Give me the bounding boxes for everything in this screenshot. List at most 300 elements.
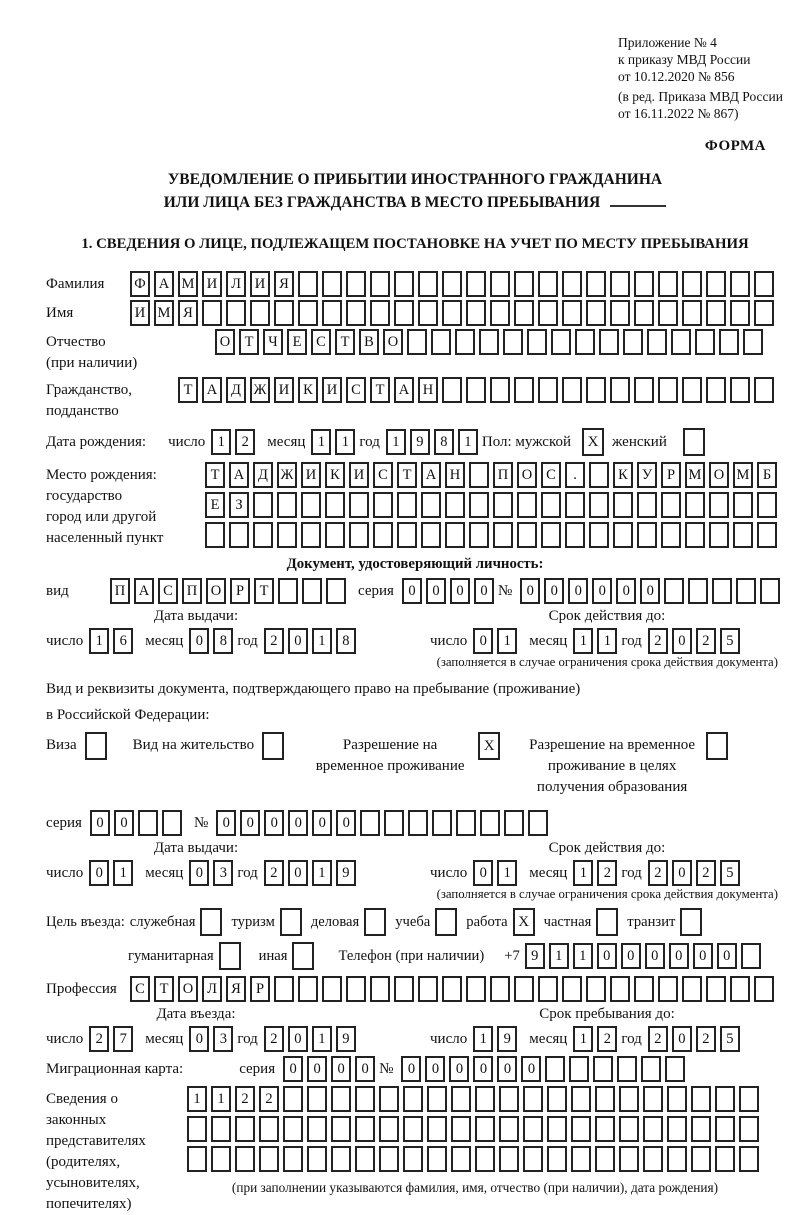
char-box[interactable]: 0 <box>307 1056 327 1082</box>
char-box[interactable]: 0 <box>426 578 446 604</box>
char-box[interactable] <box>634 976 654 1002</box>
char-box[interactable] <box>301 522 321 548</box>
char-box[interactable]: 1 <box>497 628 517 654</box>
residence-issue-day-boxes[interactable] <box>89 860 137 886</box>
char-box[interactable]: 0 <box>288 810 308 836</box>
char-box[interactable]: 0 <box>473 1056 493 1082</box>
char-box[interactable] <box>643 1146 663 1172</box>
char-box[interactable]: 0 <box>189 628 209 654</box>
birth-place-row1-boxes[interactable] <box>205 462 781 488</box>
char-box[interactable]: 0 <box>520 578 540 604</box>
char-box[interactable] <box>665 1056 685 1082</box>
char-box[interactable] <box>442 300 462 326</box>
char-box[interactable]: А <box>394 377 414 403</box>
char-box[interactable] <box>754 976 774 1002</box>
char-box[interactable]: О <box>709 462 729 488</box>
char-box[interactable]: 0 <box>114 810 134 836</box>
char-box[interactable]: О <box>215 329 235 355</box>
char-box[interactable]: Р <box>250 976 270 1002</box>
residence-issue-month-boxes[interactable] <box>189 860 237 886</box>
char-box[interactable] <box>709 522 729 548</box>
char-box[interactable]: 2 <box>597 860 617 886</box>
char-box[interactable] <box>619 1086 639 1112</box>
char-box[interactable]: 0 <box>355 1056 375 1082</box>
char-box[interactable] <box>613 492 633 518</box>
char-box[interactable] <box>504 810 524 836</box>
char-box[interactable] <box>527 329 547 355</box>
purpose-private-checkbox[interactable] <box>596 908 618 936</box>
char-box[interactable]: Д <box>226 377 246 403</box>
char-box[interactable] <box>595 1146 615 1172</box>
char-box[interactable] <box>499 1146 519 1172</box>
char-box[interactable] <box>235 1116 255 1142</box>
char-box[interactable]: 0 <box>288 860 308 886</box>
char-box[interactable]: 0 <box>544 578 564 604</box>
char-box[interactable]: 1 <box>573 860 593 886</box>
char-box[interactable]: О <box>517 462 537 488</box>
char-box[interactable] <box>739 1086 759 1112</box>
residence-series-boxes[interactable] <box>90 810 186 836</box>
char-box[interactable]: Т <box>335 329 355 355</box>
char-box[interactable]: 2 <box>235 1086 255 1112</box>
char-box[interactable] <box>741 943 761 969</box>
char-box[interactable] <box>571 1116 591 1142</box>
char-box[interactable]: М <box>733 462 753 488</box>
char-box[interactable] <box>418 976 438 1002</box>
purpose-official-checkbox[interactable] <box>200 908 222 936</box>
char-box[interactable]: Е <box>287 329 307 355</box>
char-box[interactable] <box>634 377 654 403</box>
char-box[interactable]: 1 <box>89 628 109 654</box>
char-box[interactable]: 0 <box>568 578 588 604</box>
char-box[interactable] <box>307 1116 327 1142</box>
char-box[interactable] <box>370 976 390 1002</box>
char-box[interactable]: П <box>110 578 130 604</box>
char-box[interactable] <box>456 810 476 836</box>
char-box[interactable] <box>421 522 441 548</box>
char-box[interactable]: 0 <box>331 1056 351 1082</box>
char-box[interactable]: П <box>182 578 202 604</box>
char-box[interactable]: 0 <box>283 1056 303 1082</box>
legal-reps-row2-boxes[interactable] <box>187 1116 763 1142</box>
char-box[interactable]: 0 <box>616 578 636 604</box>
phone-boxes[interactable] <box>525 943 765 969</box>
char-box[interactable] <box>431 329 451 355</box>
char-box[interactable] <box>331 1146 351 1172</box>
char-box[interactable]: Т <box>254 578 274 604</box>
char-box[interactable]: 1 <box>458 429 478 455</box>
citizenship-boxes[interactable] <box>178 377 778 403</box>
char-box[interactable]: 0 <box>672 860 692 886</box>
char-box[interactable]: 5 <box>720 860 740 886</box>
char-box[interactable] <box>733 522 753 548</box>
char-box[interactable] <box>514 300 534 326</box>
char-box[interactable]: С <box>158 578 178 604</box>
char-box[interactable] <box>360 810 380 836</box>
char-box[interactable] <box>551 329 571 355</box>
char-box[interactable] <box>682 976 702 1002</box>
gender-female-checkbox[interactable] <box>683 428 705 456</box>
char-box[interactable] <box>162 810 182 836</box>
char-box[interactable] <box>283 1146 303 1172</box>
char-box[interactable]: 0 <box>717 943 737 969</box>
char-box[interactable] <box>754 377 774 403</box>
char-box[interactable]: 0 <box>89 860 109 886</box>
char-box[interactable]: 3 <box>213 860 233 886</box>
char-box[interactable] <box>475 1116 495 1142</box>
char-box[interactable]: 8 <box>213 628 233 654</box>
char-box[interactable]: 1 <box>549 943 569 969</box>
migration-number-boxes[interactable] <box>401 1056 689 1082</box>
birth-place-row2-boxes[interactable] <box>205 492 781 518</box>
char-box[interactable] <box>619 1146 639 1172</box>
purpose-study-checkbox[interactable] <box>435 908 457 936</box>
char-box[interactable] <box>541 492 561 518</box>
char-box[interactable] <box>475 1086 495 1112</box>
char-box[interactable] <box>331 1086 351 1112</box>
char-box[interactable] <box>322 976 342 1002</box>
char-box[interactable]: 2 <box>648 628 668 654</box>
char-box[interactable] <box>571 1086 591 1112</box>
char-box[interactable] <box>760 578 780 604</box>
char-box[interactable] <box>514 271 534 297</box>
char-box[interactable] <box>736 578 756 604</box>
char-box[interactable]: Т <box>154 976 174 1002</box>
char-box[interactable]: З <box>229 492 249 518</box>
char-box[interactable]: К <box>613 462 633 488</box>
char-box[interactable] <box>523 1116 543 1142</box>
char-box[interactable]: 0 <box>474 578 494 604</box>
char-box[interactable]: 0 <box>521 1056 541 1082</box>
char-box[interactable]: 2 <box>259 1086 279 1112</box>
char-box[interactable] <box>466 377 486 403</box>
char-box[interactable]: А <box>202 377 222 403</box>
char-box[interactable] <box>298 300 318 326</box>
char-box[interactable] <box>274 976 294 1002</box>
purpose-tourism-checkbox[interactable] <box>280 908 302 936</box>
char-box[interactable] <box>671 329 691 355</box>
char-box[interactable]: И <box>322 377 342 403</box>
char-box[interactable] <box>259 1116 279 1142</box>
char-box[interactable] <box>253 492 273 518</box>
char-box[interactable] <box>634 300 654 326</box>
char-box[interactable]: 0 <box>189 1026 209 1052</box>
char-box[interactable] <box>346 271 366 297</box>
char-box[interactable]: Р <box>230 578 250 604</box>
char-box[interactable] <box>480 810 500 836</box>
char-box[interactable]: А <box>421 462 441 488</box>
char-box[interactable] <box>349 522 369 548</box>
char-box[interactable] <box>706 271 726 297</box>
char-box[interactable]: И <box>274 377 294 403</box>
char-box[interactable] <box>202 300 222 326</box>
char-box[interactable]: 0 <box>90 810 110 836</box>
char-box[interactable] <box>490 300 510 326</box>
char-box[interactable] <box>658 271 678 297</box>
char-box[interactable] <box>658 377 678 403</box>
char-box[interactable] <box>442 271 462 297</box>
char-box[interactable]: 0 <box>672 628 692 654</box>
char-box[interactable] <box>658 300 678 326</box>
char-box[interactable] <box>205 522 225 548</box>
char-box[interactable]: 0 <box>336 810 356 836</box>
char-box[interactable] <box>503 329 523 355</box>
char-box[interactable] <box>523 1086 543 1112</box>
char-box[interactable] <box>706 300 726 326</box>
char-box[interactable]: Л <box>202 976 222 1002</box>
given-name-boxes[interactable] <box>130 300 778 326</box>
char-box[interactable] <box>514 976 534 1002</box>
char-box[interactable] <box>682 300 702 326</box>
issue-day-boxes[interactable] <box>89 628 137 654</box>
char-box[interactable] <box>619 1116 639 1142</box>
char-box[interactable]: Л <box>226 271 246 297</box>
char-box[interactable]: А <box>154 271 174 297</box>
char-box[interactable] <box>403 1116 423 1142</box>
char-box[interactable] <box>379 1146 399 1172</box>
birth-year-boxes[interactable] <box>386 429 482 455</box>
char-box[interactable] <box>623 329 643 355</box>
char-box[interactable] <box>712 578 732 604</box>
char-box[interactable] <box>307 1146 327 1172</box>
char-box[interactable] <box>538 976 558 1002</box>
char-box[interactable] <box>326 578 346 604</box>
char-box[interactable]: 0 <box>621 943 641 969</box>
char-box[interactable]: Я <box>178 300 198 326</box>
char-box[interactable] <box>589 462 609 488</box>
char-box[interactable]: М <box>685 462 705 488</box>
expiry-day-boxes[interactable] <box>473 628 521 654</box>
char-box[interactable] <box>331 1116 351 1142</box>
char-box[interactable] <box>575 329 595 355</box>
char-box[interactable] <box>469 462 489 488</box>
char-box[interactable] <box>322 300 342 326</box>
char-box[interactable]: 8 <box>434 429 454 455</box>
char-box[interactable] <box>685 522 705 548</box>
char-box[interactable]: С <box>541 462 561 488</box>
char-box[interactable] <box>667 1146 687 1172</box>
char-box[interactable]: М <box>154 300 174 326</box>
char-box[interactable]: И <box>130 300 150 326</box>
char-box[interactable]: М <box>178 271 198 297</box>
char-box[interactable] <box>138 810 158 836</box>
char-box[interactable] <box>634 271 654 297</box>
char-box[interactable] <box>691 1086 711 1112</box>
char-box[interactable] <box>688 578 708 604</box>
char-box[interactable]: К <box>325 462 345 488</box>
char-box[interactable] <box>379 1116 399 1142</box>
char-box[interactable] <box>528 810 548 836</box>
char-box[interactable] <box>514 377 534 403</box>
char-box[interactable] <box>754 271 774 297</box>
stay-month-boxes[interactable] <box>573 1026 621 1052</box>
char-box[interactable] <box>643 1116 663 1142</box>
char-box[interactable] <box>589 492 609 518</box>
char-box[interactable]: 9 <box>497 1026 517 1052</box>
char-box[interactable] <box>517 522 537 548</box>
char-box[interactable]: А <box>134 578 154 604</box>
char-box[interactable]: Т <box>205 462 225 488</box>
residence-number-boxes[interactable] <box>216 810 552 836</box>
char-box[interactable]: Т <box>239 329 259 355</box>
char-box[interactable] <box>229 522 249 548</box>
expiry-year-boxes[interactable] <box>648 628 744 654</box>
char-box[interactable]: У <box>637 462 657 488</box>
char-box[interactable] <box>733 492 753 518</box>
char-box[interactable] <box>427 1086 447 1112</box>
char-box[interactable] <box>586 976 606 1002</box>
char-box[interactable] <box>301 492 321 518</box>
char-box[interactable]: Т <box>370 377 390 403</box>
migration-series-boxes[interactable] <box>283 1056 379 1082</box>
char-box[interactable]: С <box>346 377 366 403</box>
char-box[interactable] <box>432 810 452 836</box>
char-box[interactable]: 5 <box>720 628 740 654</box>
char-box[interactable]: 1 <box>187 1086 207 1112</box>
char-box[interactable] <box>610 976 630 1002</box>
char-box[interactable] <box>274 300 294 326</box>
char-box[interactable] <box>757 492 777 518</box>
char-box[interactable] <box>283 1116 303 1142</box>
char-box[interactable]: 2 <box>648 1026 668 1052</box>
char-box[interactable] <box>349 492 369 518</box>
char-box[interactable]: 9 <box>336 860 356 886</box>
char-box[interactable]: Т <box>178 377 198 403</box>
legal-reps-row3-boxes[interactable] <box>187 1146 763 1172</box>
purpose-transit-checkbox[interactable] <box>680 908 702 936</box>
char-box[interactable]: Д <box>253 462 273 488</box>
char-box[interactable]: О <box>383 329 403 355</box>
char-box[interactable] <box>397 492 417 518</box>
char-box[interactable] <box>706 377 726 403</box>
char-box[interactable]: 2 <box>648 860 668 886</box>
char-box[interactable]: 0 <box>669 943 689 969</box>
char-box[interactable] <box>394 300 414 326</box>
char-box[interactable]: С <box>130 976 150 1002</box>
char-box[interactable] <box>695 329 715 355</box>
purpose-business-checkbox[interactable] <box>364 908 386 936</box>
char-box[interactable] <box>277 522 297 548</box>
char-box[interactable]: 7 <box>113 1026 133 1052</box>
char-box[interactable] <box>599 329 619 355</box>
char-box[interactable] <box>394 976 414 1002</box>
char-box[interactable]: 9 <box>410 429 430 455</box>
char-box[interactable] <box>569 1056 589 1082</box>
char-box[interactable] <box>325 492 345 518</box>
char-box[interactable] <box>562 377 582 403</box>
issue-year-boxes[interactable] <box>264 628 360 654</box>
char-box[interactable] <box>586 377 606 403</box>
purpose-work-checkbox[interactable]: X <box>513 908 535 936</box>
char-box[interactable]: 1 <box>597 628 617 654</box>
char-box[interactable] <box>664 578 684 604</box>
char-box[interactable] <box>451 1116 471 1142</box>
char-box[interactable] <box>418 300 438 326</box>
char-box[interactable] <box>547 1146 567 1172</box>
char-box[interactable] <box>370 300 390 326</box>
char-box[interactable]: 6 <box>113 628 133 654</box>
char-box[interactable]: П <box>493 462 513 488</box>
char-box[interactable] <box>355 1116 375 1142</box>
char-box[interactable] <box>586 271 606 297</box>
char-box[interactable] <box>754 300 774 326</box>
profession-boxes[interactable] <box>130 976 778 1002</box>
char-box[interactable]: Ж <box>277 462 297 488</box>
char-box[interactable]: О <box>178 976 198 1002</box>
char-box[interactable] <box>346 300 366 326</box>
char-box[interactable]: 0 <box>402 578 422 604</box>
char-box[interactable] <box>259 1146 279 1172</box>
char-box[interactable] <box>235 1146 255 1172</box>
char-box[interactable] <box>302 578 322 604</box>
char-box[interactable] <box>715 1086 735 1112</box>
char-box[interactable]: 2 <box>264 860 284 886</box>
char-box[interactable]: 1 <box>113 860 133 886</box>
char-box[interactable]: И <box>202 271 222 297</box>
char-box[interactable] <box>427 1146 447 1172</box>
char-box[interactable] <box>610 271 630 297</box>
char-box[interactable] <box>455 329 475 355</box>
residence-expiry-year-boxes[interactable] <box>648 860 744 886</box>
char-box[interactable] <box>403 1086 423 1112</box>
char-box[interactable]: 1 <box>497 860 517 886</box>
residence-expiry-day-boxes[interactable] <box>473 860 521 886</box>
char-box[interactable] <box>346 976 366 1002</box>
char-box[interactable]: 2 <box>696 860 716 886</box>
char-box[interactable]: Я <box>274 271 294 297</box>
char-box[interactable] <box>593 1056 613 1082</box>
char-box[interactable] <box>715 1116 735 1142</box>
legal-reps-row1-boxes[interactable] <box>187 1086 763 1112</box>
char-box[interactable] <box>226 300 246 326</box>
char-box[interactable] <box>394 271 414 297</box>
char-box[interactable] <box>637 522 657 548</box>
char-box[interactable]: 0 <box>240 810 260 836</box>
char-box[interactable] <box>739 1146 759 1172</box>
char-box[interactable] <box>517 492 537 518</box>
birth-place-row3-boxes[interactable] <box>205 522 781 548</box>
char-box[interactable] <box>595 1116 615 1142</box>
char-box[interactable] <box>730 271 750 297</box>
char-box[interactable] <box>479 329 499 355</box>
residence-expiry-month-boxes[interactable] <box>573 860 621 886</box>
char-box[interactable] <box>298 976 318 1002</box>
char-box[interactable]: 2 <box>89 1026 109 1052</box>
char-box[interactable] <box>565 522 585 548</box>
visa-checkbox[interactable] <box>85 732 107 760</box>
char-box[interactable] <box>277 492 297 518</box>
char-box[interactable]: 0 <box>312 810 332 836</box>
char-box[interactable] <box>589 522 609 548</box>
char-box[interactable] <box>421 492 441 518</box>
char-box[interactable] <box>709 492 729 518</box>
char-box[interactable]: 1 <box>473 1026 493 1052</box>
char-box[interactable] <box>493 492 513 518</box>
char-box[interactable] <box>499 1116 519 1142</box>
char-box[interactable] <box>307 1086 327 1112</box>
char-box[interactable] <box>613 522 633 548</box>
char-box[interactable] <box>469 522 489 548</box>
char-box[interactable] <box>719 329 739 355</box>
char-box[interactable] <box>538 300 558 326</box>
char-box[interactable] <box>451 1146 471 1172</box>
char-box[interactable]: Ч <box>263 329 283 355</box>
char-box[interactable]: 0 <box>497 1056 517 1082</box>
char-box[interactable] <box>187 1146 207 1172</box>
char-box[interactable] <box>187 1116 207 1142</box>
char-box[interactable] <box>370 271 390 297</box>
char-box[interactable]: 1 <box>573 943 593 969</box>
